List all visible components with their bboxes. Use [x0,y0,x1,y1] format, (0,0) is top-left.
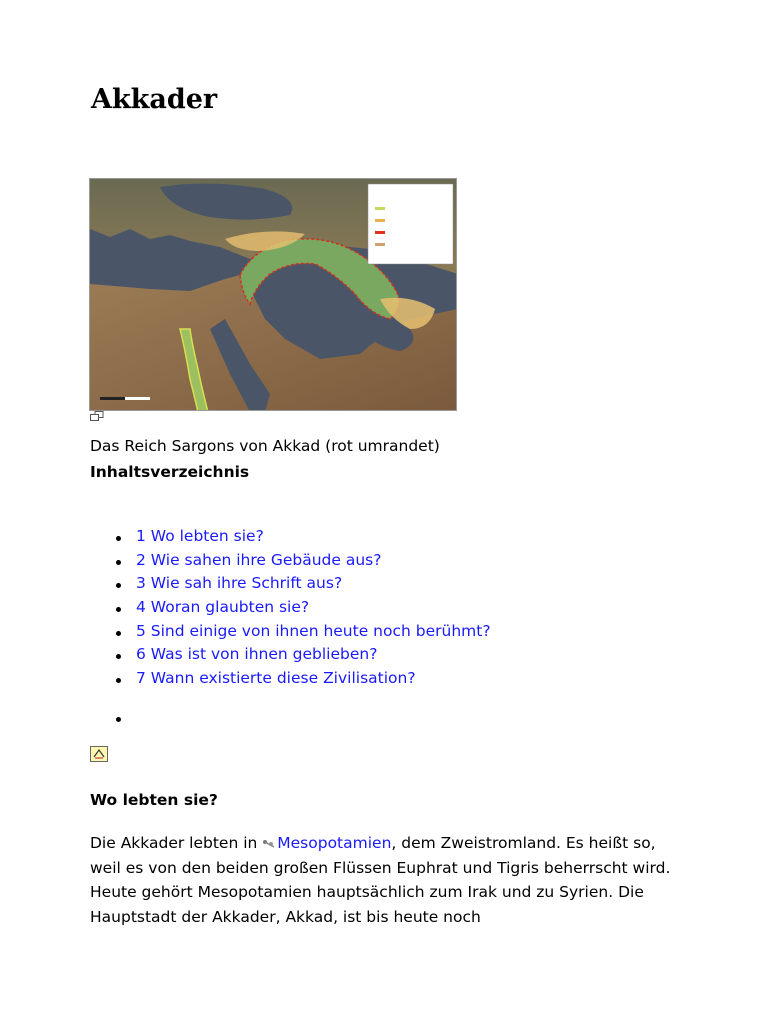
toc-link[interactable]: 6 Was ist von ihnen geblieben? [136,645,378,664]
section-paragraph [90,831,690,929]
toc-title: Inhaltsverzeichnis [90,463,250,481]
toc-link[interactable]: 4 Woran glaubten sie? [136,598,310,617]
paragraph-text: , dem Zweistromland. Es heißt so, weil es von den beiden großen Flüssen Euphrat und Tigris beherrscht wird. Heute gehört Mesopotamien hauptsächlich zum Irak und zu Syrien. Die Hauptstadt der Akkader, Akkad, ist bis heute noch [90,834,671,926]
table-of-contents [90,525,491,691]
fertile-crescent-map [90,179,457,411]
legend-swatch [375,243,385,246]
toc-item [90,525,491,549]
legend-swatch [375,219,385,222]
toc-item [90,643,491,667]
broken-image-icon[interactable] [90,746,108,762]
toc-link[interactable]: 1 Wo lebten sie? [136,527,264,545]
toc-item [90,549,491,573]
empty-list-bullet [116,717,121,722]
enlarge-icon[interactable] [90,411,104,421]
image-caption: Das Reich Sargons von Akkad (rot umrandet) [90,437,440,455]
mesopotamien-link[interactable]: Mesopotamien [277,834,392,852]
legend-swatch [375,207,385,210]
map-image[interactable] [89,178,457,411]
toc-item [90,572,491,596]
map-legend [368,184,453,264]
paragraph-text: Die Akkader lebten in [90,834,263,852]
scale-bar-segment [100,397,125,400]
toc-item [90,596,491,620]
toc-link[interactable]: 2 Wie sahen ihre Gebäude aus? [136,550,382,569]
external-link-icon [262,839,276,849]
toc-link[interactable]: 7 Wann existierte diese Zivilisation? [136,669,416,688]
toc-item [90,667,491,691]
toc-item [90,620,491,644]
legend-swatch [375,231,385,234]
section-heading: Wo lebten sie? [90,791,218,809]
toc-link[interactable]: 3 Wie sah ihre Schrift aus? [136,574,343,593]
toc-link[interactable]: 5 Sind einige von ihnen heute noch berühmt? [136,621,491,640]
page-title: Akkader [91,84,218,115]
